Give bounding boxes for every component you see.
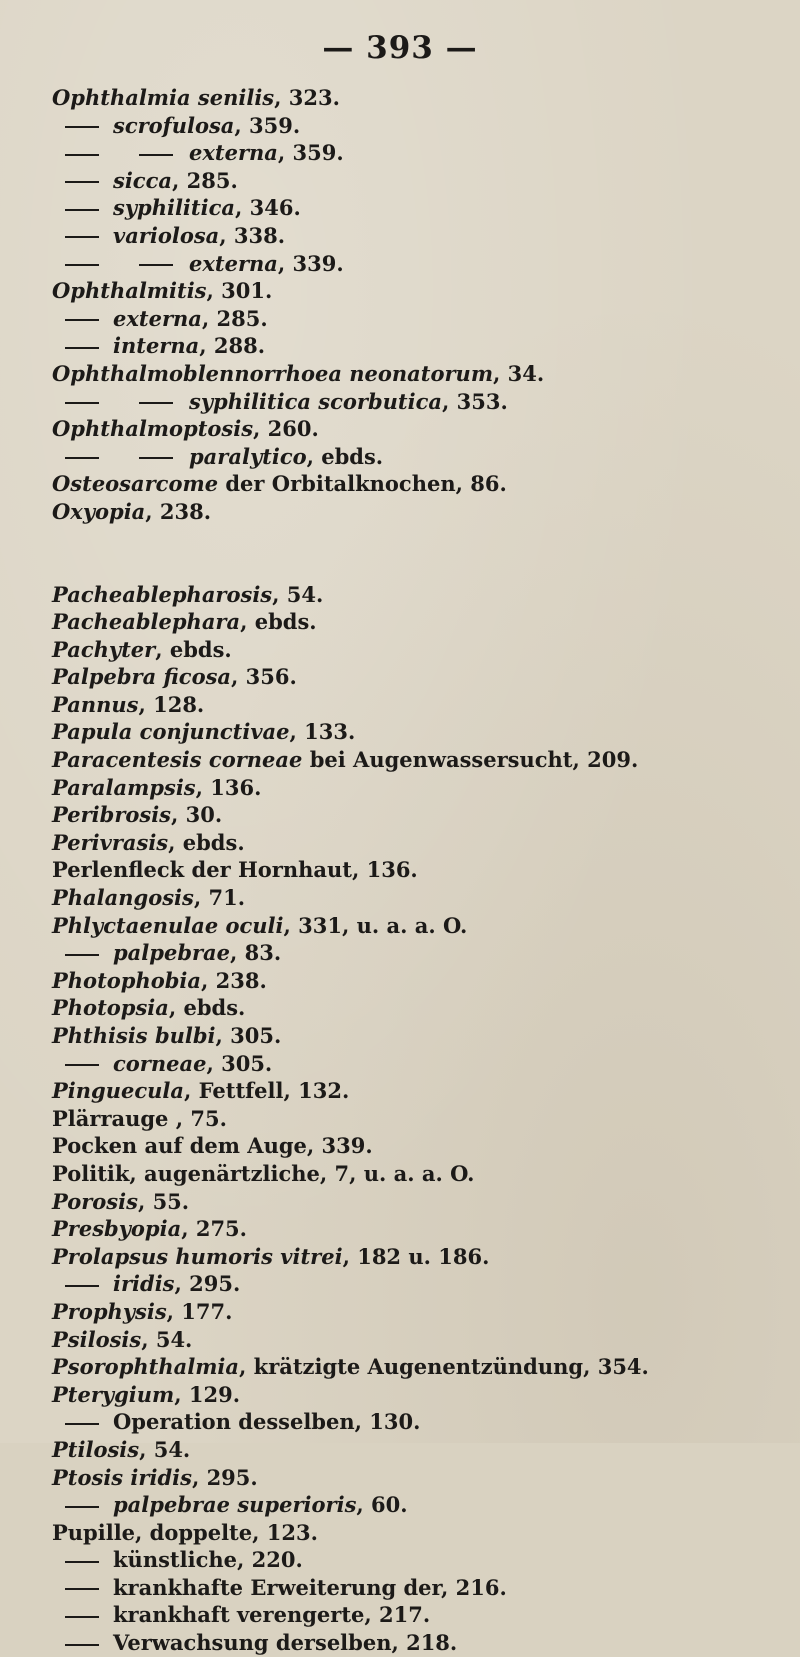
index-reference: Pocken auf dem Auge, 339. (52, 1133, 373, 1159)
index-entry (52, 1132, 797, 1160)
index-reference: 305. (230, 1023, 282, 1048)
index-entry: Perivrasis, ebds. (52, 829, 245, 855)
index-entry: Peribrosis, 30. (52, 802, 223, 828)
index-entry: Ophthalmoblennorrhoea neonatorum, 34. (52, 360, 545, 386)
index-entry: Palpebra ficosa, 356. (52, 664, 297, 690)
index-reference: ebds. (254, 609, 317, 635)
index-term: externa (189, 140, 278, 166)
index-term: externa (113, 305, 202, 331)
index-term: Prolapsus humoris vitrei (52, 1243, 343, 1269)
index-reference: 353. (456, 388, 508, 414)
index-entry: syphilitica, 346. (52, 194, 797, 222)
index-entry (52, 1408, 797, 1436)
ditto-dash (65, 154, 99, 156)
index-entry (52, 1601, 797, 1629)
index-reference: 30. (185, 802, 223, 828)
index-term: sicca (113, 167, 172, 193)
ditto-dash (139, 154, 173, 156)
index-term: Psilosis (52, 1326, 142, 1352)
page-number: — 393 — (322, 30, 478, 66)
index-term: Phalangosis (52, 885, 194, 911)
index-reference: 238. (159, 498, 212, 524)
index-term: Pacheablepharosis (52, 581, 273, 607)
index-entry: externa, 359. (52, 139, 797, 167)
index-reference: Fettfell, 132. (198, 1078, 350, 1104)
index-reference: krankhaft verengerte, 217. (113, 1602, 431, 1628)
index-term: Phthisis bulbi (52, 1023, 216, 1048)
index-entry: Pterygium, 129. (52, 1381, 241, 1407)
index-reference: ebds. (183, 995, 246, 1021)
index-entry (52, 470, 797, 498)
index-entry: externa, 339. (52, 250, 797, 278)
index-entry: Psilosis, 54. (52, 1326, 193, 1352)
index-reference: 285. (186, 167, 238, 193)
index-entry: syphilitica scorbutica, 353. (52, 388, 797, 416)
index-term: Photopsia (52, 995, 169, 1021)
index-entry: Porosis, 55. (52, 1188, 190, 1214)
index-reference: 356. (245, 664, 297, 690)
index-term: Perivrasis (52, 829, 169, 855)
index-reference: Operation desselben, 130. (113, 1409, 421, 1435)
index-reference: ebds. (321, 443, 384, 469)
index-entry (52, 746, 797, 774)
index-term: Phlyctaenulae oculi (52, 912, 284, 938)
index-entry (52, 1629, 797, 1657)
index-term: syphilitica (113, 195, 235, 221)
index-term: iridis (113, 1271, 175, 1297)
ditto-dash (65, 264, 99, 266)
index-term: Pachyter (52, 636, 156, 662)
index-entry: Prolapsus humoris vitrei, 182 u. 186. (52, 1243, 490, 1269)
index-entry (52, 856, 797, 884)
index-entry (52, 1519, 797, 1547)
index-entry: Pacheablephara, ebds. (52, 609, 317, 635)
index-term: Psorophthalmia (52, 1354, 240, 1380)
ditto-dash (65, 1644, 99, 1646)
ditto-dash (65, 1423, 99, 1425)
ditto-dash (139, 264, 173, 266)
ditto-dash (65, 236, 99, 238)
index-entry: sicca, 285. (52, 167, 797, 195)
index-reference: 359. (249, 112, 301, 138)
index-reference: krankhafte Erweiterung der, 216. (113, 1574, 507, 1600)
index-reference: 60. (371, 1492, 408, 1518)
index-term: interna (113, 333, 200, 359)
index-term: Osteosarcome (52, 471, 219, 497)
index-reference: ebds. (169, 636, 232, 662)
index-reference: 128. (153, 691, 205, 717)
index-entry: Papula conjunctivae, 133. (52, 719, 356, 745)
index-term: scrofulosa (113, 112, 235, 138)
index-entry: Presbyopia, 275. (52, 1216, 247, 1242)
index-term: variolosa (113, 222, 220, 248)
index-entry: externa, 285. (52, 305, 797, 333)
index-reference: 295. (189, 1271, 241, 1297)
ditto-dash (65, 209, 99, 211)
index-term: Photophobia (52, 967, 201, 993)
index-reference: 323. (288, 85, 340, 110)
index-entry: Photopsia, ebds. (52, 995, 246, 1021)
index-entry: Ophthalmitis, 301. (52, 278, 273, 304)
index-reference: ebds. (182, 829, 245, 855)
index-reference: 34. (507, 360, 545, 386)
index-reference: bei Augenwassersucht, 209. (309, 747, 639, 773)
index-reference: Perlenfleck der Hornhaut, 136. (52, 857, 418, 883)
ditto-dash (65, 1506, 99, 1508)
index-term: externa (189, 250, 278, 276)
index-term: Palpebra ficosa (52, 664, 232, 690)
index-reference: 275. (195, 1216, 247, 1242)
index-reference: 136. (210, 774, 262, 800)
ditto-dash (65, 126, 99, 128)
index-reference: Pupille, doppelte, 123. (52, 1519, 318, 1545)
index-term: Ophthalmia senilis (52, 85, 275, 110)
index-term: palpebrae (113, 940, 231, 966)
index-entry (52, 1160, 797, 1188)
ditto-dash (65, 1285, 99, 1287)
index-term: Pannus (52, 691, 139, 717)
index-entry: Phlyctaenulae oculi, 331, u. a. a. O. (52, 912, 468, 938)
index-reference: 346. (249, 195, 301, 221)
index-entry: Photophobia, 238. (52, 967, 267, 993)
index-term: Prophysis (52, 1298, 167, 1324)
index-term: Pacheablephara (52, 609, 241, 635)
index-entry: interna, 288. (52, 332, 797, 360)
index-entry: Pacheablepharosis, 54. (52, 581, 324, 607)
index-term: corneae (113, 1050, 207, 1076)
index-reference: Plärrauge , 75. (52, 1105, 227, 1131)
index-term: Paralampsis (52, 774, 196, 800)
index-reference: 305. (221, 1050, 273, 1076)
index-entry: Pinguecula, Fettfell, 132. (52, 1078, 350, 1104)
index-reference: 359. (292, 140, 344, 166)
ditto-dash (65, 1588, 99, 1590)
index-term: Pinguecula (52, 1078, 184, 1104)
ditto-dash (139, 402, 173, 404)
index-reference: 71. (208, 885, 246, 911)
index-term: Peribrosis (52, 802, 172, 828)
index-reference: 55. (152, 1188, 190, 1214)
index-term: paralytico (189, 443, 307, 469)
index-reference: Verwachsung derselben, 218. (113, 1630, 458, 1656)
ditto-dash (65, 1561, 99, 1563)
index-reference: 54. (153, 1436, 191, 1462)
index-reference: der Orbitalknochen, 86. (225, 471, 507, 497)
index-entry: Phalangosis, 71. (52, 885, 246, 911)
index-reference: 260. (267, 416, 319, 442)
index-entry: Phthisis bulbi, 305. (52, 1023, 282, 1048)
index-reference: 133. (304, 719, 356, 745)
index-entry: palpebrae, 83. (52, 939, 797, 967)
index-entry: iridis, 295. (52, 1270, 797, 1298)
index-term: Pterygium (52, 1381, 175, 1407)
ditto-dash (65, 319, 99, 321)
index-reference: 54. (155, 1326, 193, 1352)
index-term: Ophthalmoptosis (52, 416, 254, 442)
index-entry: Ptilosis, 54. (52, 1436, 191, 1462)
index-term: Porosis (52, 1188, 138, 1214)
index-list (52, 84, 797, 1657)
ditto-dash (65, 1616, 99, 1618)
ditto-dash (65, 402, 99, 404)
index-reference: 129. (188, 1381, 241, 1407)
index-entry: Oxyopia, 238. (52, 498, 212, 524)
index-entry: Pachyter, ebds. (52, 636, 232, 662)
index-entry: Prophysis, 177. (52, 1298, 233, 1324)
index-entry (52, 1105, 797, 1133)
index-reference: 177. (181, 1298, 233, 1324)
index-entry: Ophthalmoptosis, 260. (52, 416, 319, 442)
ditto-dash (65, 954, 99, 956)
index-term: Ptosis iridis (52, 1464, 192, 1490)
index-entry: paralytico, ebds. (52, 443, 797, 471)
index-entry: corneae, 305. (52, 1050, 797, 1078)
index-term: Oxyopia (52, 498, 146, 524)
index-term: Presbyopia (52, 1216, 182, 1242)
index-reference: 301. (221, 278, 273, 304)
index-entry: Ophthalmia senilis, 323. (52, 85, 340, 110)
index-entry: scrofulosa, 359. (52, 112, 797, 140)
index-reference: Politik, augenärtzliche, 7, u. a. a. O. (52, 1160, 475, 1186)
index-term: Ophthalmitis (52, 278, 207, 304)
index-reference: 331, u. a. a. O. (298, 912, 468, 938)
ditto-dash (65, 1064, 99, 1066)
ditto-dash (139, 457, 173, 459)
index-term: Paracentesis corneae (52, 747, 303, 773)
index-reference: 288. (213, 333, 266, 359)
index-entry (52, 1546, 797, 1574)
index-reference: 83. (244, 940, 282, 966)
index-entry: variolosa, 338. (52, 222, 797, 250)
index-term: palpebrae superioris (113, 1492, 357, 1518)
index-entry: Paralampsis, 136. (52, 774, 262, 800)
index-entry: Pannus, 128. (52, 691, 205, 717)
index-term: Ptilosis (52, 1436, 140, 1462)
ditto-dash (65, 457, 99, 459)
index-entry: Ptosis iridis, 295. (52, 1464, 258, 1490)
index-reference: 182 u. 186. (357, 1243, 490, 1269)
index-term: syphilitica scorbutica (189, 388, 442, 414)
index-term: Ophthalmoblennorrhoea neonatorum (52, 360, 494, 386)
index-entry: Psorophthalmia, krätzigte Augenentzündung, 354. (52, 1354, 649, 1380)
index-term: Papula conjunctivae (52, 719, 290, 745)
index-reference: 54. (286, 581, 324, 607)
index-reference: 238. (215, 967, 267, 993)
index-entry (52, 1574, 797, 1602)
index-reference: künstliche, 220. (113, 1547, 303, 1573)
section-gap (52, 526, 797, 581)
index-reference: 295. (206, 1464, 258, 1490)
index-reference: 339. (292, 250, 344, 276)
index-reference: krätzigte Augenentzündung, 354. (253, 1354, 649, 1380)
index-entry: palpebrae superioris, 60. (52, 1491, 797, 1519)
ditto-dash (65, 347, 99, 349)
ditto-dash (65, 181, 99, 183)
index-reference: 338. (233, 222, 286, 248)
index-reference: 285. (216, 305, 268, 331)
